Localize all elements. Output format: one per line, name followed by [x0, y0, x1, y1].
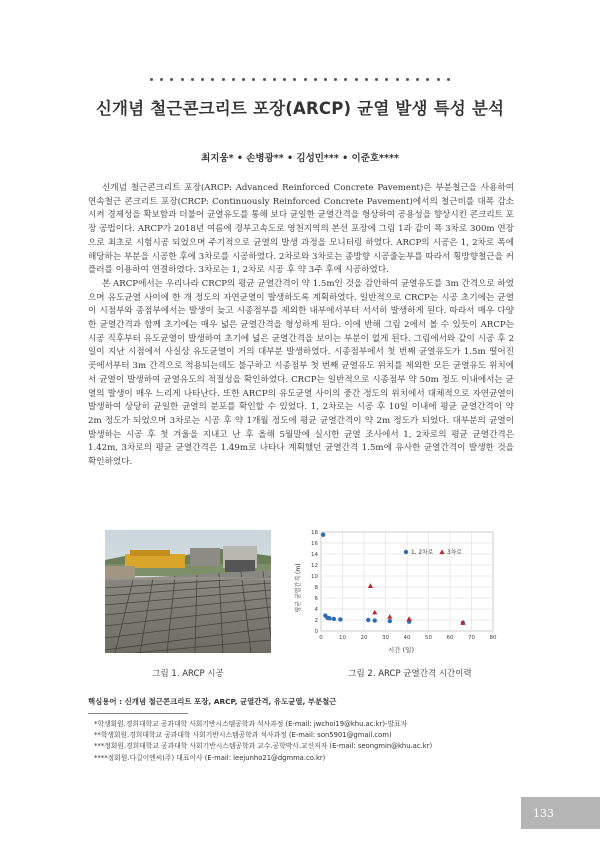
page-number-box: [521, 797, 600, 829]
y-tick-label: 16: [311, 541, 318, 547]
decoration-dot: [406, 78, 409, 81]
legend-marker: [404, 550, 408, 554]
decoration-dot: [426, 78, 429, 81]
decoration-dot: [344, 78, 347, 81]
x-tick-label: 20: [360, 635, 368, 641]
decoration-dot: [242, 78, 245, 81]
decoration-dot: [355, 78, 358, 81]
decoration-dot: [416, 78, 419, 81]
x-tick-label: 80: [489, 635, 497, 641]
decoration-dot: [211, 78, 214, 81]
figure-1-caption: 그림 1. ARCP 시공: [152, 669, 224, 679]
decoration-dot: [170, 78, 173, 81]
construction-photo-illustration: [105, 530, 271, 653]
decoration-dot: [150, 78, 153, 81]
y-tick-label: 18: [311, 530, 318, 536]
decoration-dot: [181, 78, 184, 81]
decoration-dot: [396, 78, 399, 81]
chart-y-axis-label: 평균 균열간격 (m): [295, 563, 302, 613]
decoration-dot: [201, 78, 204, 81]
decoration-dot: [273, 78, 276, 81]
y-tick-label: 14: [311, 552, 318, 558]
data-point-lanes-1-2: [332, 617, 336, 621]
y-tick-label: 4: [314, 607, 318, 613]
footnote-1: *학생회원.경희대학교 공과대학 사회기반시스템공학과 석사과정 (E-mail: jwchoi19@khu.ac.kr)-발표자: [94, 720, 408, 728]
decoration-dot: [385, 78, 388, 81]
x-tick-label: 60: [446, 635, 454, 641]
decoration-dot: [437, 78, 440, 81]
decoration-dot: [324, 78, 327, 81]
figure-2-caption: 그림 2. ARCP 균열간격 시간이력: [348, 669, 472, 679]
decoration-dot: [222, 78, 225, 81]
data-point-lanes-1-2: [321, 533, 325, 537]
paragraph-1: 신개념 철근콘크리트 포장(ARCP: Advanced Reinforced Concrete Pavement)은 부분철근을 사용하여 연속철근 콘크리트 포장(CRCP: Continuously Reinforced Concrete Pavement)에서의 철근비를 대폭 감소시켜 경제성을 확보함과 더불어 균열유도를 통해 보다 균일한 균열간격을 형상하여 공용성을 향상시킨 콘크리트 포장 공법이다. ARCP가 2018년 여름에 경부고속도로 영천지역의 본선 포장에 그림 1과 같이 폭 3차로 300m 연장으로 최초로 시험시공 되었으며 주기적으로 균열의 발생 과정을 모니터링 하였다. ARCP의 시공은 1, 2차로 폭에 해당하는 부분을 시공한 후에 3차로를 시공하였다. 2차로와 3차로는 종방향 시공줄눈부를 따라서 횡방향철근을 커플러를 이용하여 연결하였다. 3차로는 1, 2차로 시공 후 약 3주 후에 시공하였다.: [88, 183, 514, 276]
page-number: 133: [533, 806, 554, 820]
footnote-4: ****정회원.다길이엔씨(주) 대표이사 (E-mail: leejunho21@dgmma.co.kr): [94, 753, 326, 762]
data-point-lanes-1-2: [388, 619, 392, 623]
figure-1-photo: [105, 530, 271, 653]
y-tick-label: 6: [314, 596, 318, 602]
y-tick-label: 2: [314, 618, 318, 624]
x-tick-label: 40: [403, 635, 411, 641]
data-point-lanes-1-2: [327, 616, 331, 620]
decoration-dot: [232, 78, 235, 81]
data-point-lanes-1-2: [338, 617, 342, 621]
decoration-dot: [160, 78, 163, 81]
decoration-dot: [314, 78, 317, 81]
decoration-dot: [191, 78, 194, 81]
footnote-rule: [88, 713, 188, 714]
legend-label: 1, 2차로: [411, 550, 434, 556]
footnote-3: ***정회원.경희대학교 공과대학 사회기반시스템공학과 교수.공학박사.교신저자 (E-mail: seongmin@khu.ac.kr): [94, 742, 433, 751]
decoration-dot: [263, 78, 266, 81]
x-tick-label: 30: [382, 635, 389, 641]
paragraph-2: 본 ARCP에서는 우리나라 CRCP의 평균 균열간격이 약 1.5m인 것을 감안하여 균열유도를 3m 간격으로 하였으며 유도균열 사이에 한 개 정도의 자연균열이 발생하도록 계획하였다. 일반적으로 CRCP는 시공 초기에는 균열이 시점부와 종점부에서는 발생이 늦고 시종점부를 제외한 내부에서부터 서서히 발생하게 된다. 따라서 매우 다양한 균열간격과 함께 초기에는 매우 넓은 균열간격을 형성하게 된다. 이에 반해 그림 2에서 볼 수 있듯이 ARCP는 시공 직후부터 유도균열이 발생하여 초기에 넓은 균열간격을 보이는 부분이 없게 된다. 그림에서와 같이 시공 후 2일이 지난 시점에서 사실상 유도균열이 거의 대부분 발생하였다. 시종점부에서 첫 번째 균열유도가 1.5m 떨어진 곳에서부터 3m 간격으로 적용되는데도 불구하고 시종점부 첫 번째 균열유도 위치를 제외한 모든 균열유도 위치에서 균열이 발생하여 균열유도의 적절성을 확인하였다. CRCP는 일반적으로 시종점부 약 50m 정도 이내에서는 균열의 발생이 매우 느리게 나타난다. 또한 ARCP의 유도균열 사이의 중간 정도의 위치에서 대체적으로 자연균열이 발생하여 상당히 균일한 균열의 분포를 확인할 수 있었다. 1, 2차로는 시공 후 10일 이내에 평균 균열간격이 약 2m 정도가 되었으며 3차로는 시공 후 약 1개월 정도에 평균 균열간격이 약 2m 정도가 되었다. 대부분의 균열이 발생하는 시공 후 첫 겨울을 지내고 난 후 올해 5월말에 실시한 균열 조사에서 1, 2차로의 평균 균열간격은 1.42m, 3차로의 평균 균열간격은 1.49m로 나타나 계획했던 균열간격 1.5m에 유사한 균열간격이 발생한 것을 확인하였다.: [88, 278, 514, 468]
data-point-lanes-1-2: [366, 618, 370, 622]
footnotes: [88, 719, 518, 764]
y-tick-label: 0: [314, 629, 318, 635]
crack-spacing-chart: [291, 526, 503, 654]
decoration-dot: [283, 78, 286, 81]
chart-legend: [404, 548, 462, 556]
decoration-dot: [293, 78, 296, 81]
data-point-lanes-1-2: [373, 618, 377, 622]
y-tick-label: 12: [311, 563, 318, 569]
keywords: 핵심용어 : 신개념 철근콘크리트 포장, ARCP, 균열간격, 유도균열, 부분철근: [88, 697, 337, 706]
decoration-dot: [365, 78, 368, 81]
decoration-dot: [447, 78, 450, 81]
chart-grid: [321, 532, 493, 631]
decoration-dot: [334, 78, 337, 81]
author-list: 최지웅* • 손병광** • 김성민*** • 이준호****: [201, 153, 399, 164]
paper-title: 신개념 철근콘크리트 포장(ARCP) 균열 발생 특성 분석: [95, 99, 505, 118]
body-text: [88, 182, 514, 470]
chart-x-axis-label: 시간 (일): [388, 646, 414, 654]
decoration-dot: [375, 78, 378, 81]
y-tick-label: 10: [311, 574, 318, 580]
decoration-dot: [252, 78, 255, 81]
footnote-2: **학생회원.경희대학교 공과대학 사회기반시스템공학과 석사과정 (E-mail: son5901@gmail.com): [94, 731, 392, 740]
x-tick-label: 50: [425, 635, 432, 641]
legend-label: 3차로: [447, 550, 462, 556]
x-tick-label: 10: [339, 635, 346, 641]
title-decoration-dots: [150, 76, 450, 84]
x-tick-label: 70: [468, 635, 475, 641]
x-tick-label: 0: [319, 635, 323, 641]
decoration-dot: [304, 78, 307, 81]
y-tick-label: 8: [314, 585, 318, 591]
